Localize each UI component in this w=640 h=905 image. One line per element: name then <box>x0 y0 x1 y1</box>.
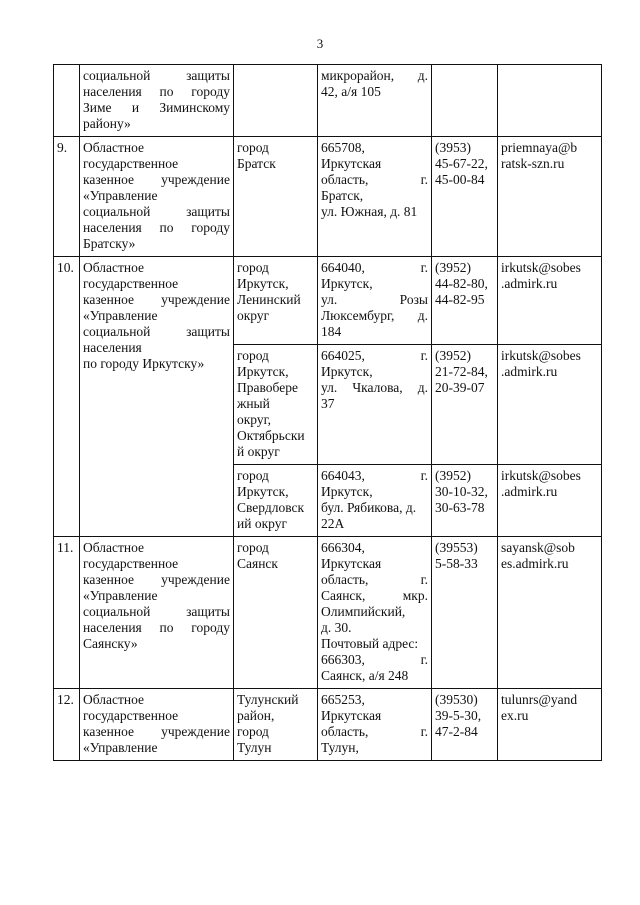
phone-line: (3952) <box>435 348 471 363</box>
territory-line: Ленинский <box>237 292 301 307</box>
name-line: Областное <box>83 260 145 275</box>
territory-cell <box>234 345 318 465</box>
address-line: Братск, <box>321 188 364 203</box>
phone-line: 20-39-07 <box>435 380 485 395</box>
email-line: irkutsk@sobes <box>501 260 581 275</box>
phone-line: (3952) <box>435 468 471 483</box>
territory-line: й округ <box>237 444 280 459</box>
name-line: «Управление <box>83 188 158 203</box>
territory-cell <box>234 537 318 689</box>
phone-line: (39530) <box>435 692 478 707</box>
territory-line: Октябрьски <box>237 428 305 443</box>
email-line: ratsk-szn.ru <box>501 156 565 171</box>
phone-cell <box>432 345 498 465</box>
territory-line: город <box>237 140 269 155</box>
address-cell <box>318 137 432 257</box>
address-line: 184 <box>321 324 342 339</box>
address-line: 666303, г. <box>321 652 428 667</box>
name-line: социальной защиты <box>83 324 230 339</box>
phone-cell <box>432 537 498 689</box>
name-line: государственное <box>83 556 179 571</box>
email-cell <box>498 689 602 761</box>
email-line: irkutsk@sobes <box>501 468 581 483</box>
institution-name-cell <box>80 137 234 257</box>
territory-line: город <box>237 468 269 483</box>
territory-cell <box>234 137 318 257</box>
territory-line: ий округ <box>237 516 287 531</box>
name-line: району» <box>83 116 131 131</box>
territory-line: город <box>237 724 269 739</box>
phone-line: (39553) <box>435 540 478 555</box>
name-line: казенное учреждение <box>83 172 230 187</box>
address-line: ул. Розы <box>321 292 428 307</box>
territory-line: Иркутск, <box>237 364 289 379</box>
email-line: .admirk.ru <box>501 484 558 499</box>
address-line: 665253, <box>321 692 365 707</box>
name-line: Зиме и Зиминскому <box>83 100 230 115</box>
page-number: 3 <box>316 36 324 51</box>
address-cell <box>318 345 432 465</box>
phone-line: 44-82-80, <box>435 276 488 291</box>
name-line: государственное <box>83 708 179 723</box>
territory-line: город <box>237 348 269 363</box>
address-cell <box>318 65 432 137</box>
address-line: 666304, <box>321 540 365 555</box>
address-line: 664040, г. <box>321 260 428 275</box>
name-line: государственное <box>83 276 179 291</box>
phone-line: (3953) <box>435 140 471 155</box>
address-line: Иркутская <box>321 708 382 723</box>
phone-line: 21-72-84, <box>435 364 488 379</box>
phone-line: 45-67-22, <box>435 156 488 171</box>
territory-line: Иркутск, <box>237 484 289 499</box>
name-line: социальной защиты <box>83 68 230 83</box>
row-number: 9. <box>54 137 80 257</box>
email-line: tulunrs@yand <box>501 692 578 707</box>
row-number: 12. <box>54 689 80 761</box>
territory-cell <box>234 257 318 345</box>
email-line: .admirk.ru <box>501 276 558 291</box>
name-line: социальной защиты <box>83 604 230 619</box>
name-line: «Управление <box>83 308 158 323</box>
address-line: 37 <box>321 396 335 411</box>
address-line: Иркутская <box>321 156 382 171</box>
address-line: 664025, г. <box>321 348 428 363</box>
email-line: sayansk@sob <box>501 540 575 555</box>
institutions-table <box>53 64 602 761</box>
name-line: казенное учреждение <box>83 572 230 587</box>
address-line: область, г. <box>321 172 428 187</box>
table-row <box>54 257 602 345</box>
territory-line: Иркутск, <box>237 276 289 291</box>
institution-name-cell <box>80 257 234 537</box>
email-cell <box>498 257 602 345</box>
name-line: населения <box>83 340 142 355</box>
territory-line: район, <box>237 708 275 723</box>
name-line: казенное учреждение <box>83 724 230 739</box>
territory-line: Свердловск <box>237 500 305 515</box>
territory-cell <box>234 689 318 761</box>
territory-line: город <box>237 540 269 555</box>
address-line: Почтовый адрес: <box>321 636 419 651</box>
territory-line: Братск <box>237 156 276 171</box>
address-cell <box>318 537 432 689</box>
table-row <box>54 65 602 137</box>
email-cell <box>498 137 602 257</box>
name-line: населения по городу <box>83 220 230 235</box>
address-line: Иркутск, <box>321 364 373 379</box>
address-line: д. 30. <box>321 620 352 635</box>
address-line: область, г. <box>321 572 428 587</box>
name-line: Саянску» <box>83 636 138 651</box>
phone-cell <box>432 465 498 537</box>
territory-line: Правобере <box>237 380 298 395</box>
address-line: область, г. <box>321 724 428 739</box>
phone-line: 5-58-33 <box>435 556 478 571</box>
email-cell <box>498 537 602 689</box>
address-line: Тулун, <box>321 740 359 755</box>
address-cell <box>318 689 432 761</box>
address-cell <box>318 257 432 345</box>
territory-line: город <box>237 260 269 275</box>
address-line: 22А <box>321 516 345 531</box>
name-line: Братску» <box>83 236 136 251</box>
name-line: населения по городу <box>83 620 230 635</box>
address-line: Иркутская <box>321 556 382 571</box>
phone-cell <box>432 257 498 345</box>
territory-line: Тулун <box>237 740 272 755</box>
address-line: Саянск, мкр. <box>321 588 428 603</box>
table-row <box>54 137 602 257</box>
territory-line: округ, <box>237 412 272 427</box>
address-line: 664043, г. <box>321 468 428 483</box>
email-cell <box>498 65 602 137</box>
name-line: социальной защиты <box>83 204 230 219</box>
address-line: бул. Рябикова, д. <box>321 500 417 515</box>
institution-name-cell <box>80 689 234 761</box>
address-line: ул. Чкалова, д. <box>321 380 428 395</box>
territory-line: округ <box>237 308 270 323</box>
address-line: ул. Южная, д. 81 <box>321 204 418 219</box>
name-line: казенное учреждение <box>83 292 230 307</box>
name-line: государственное <box>83 156 179 171</box>
email-cell <box>498 345 602 465</box>
address-line: 42, а/я 105 <box>321 84 381 99</box>
row-number <box>54 65 80 137</box>
phone-line: 45-00-84 <box>435 172 485 187</box>
phone-cell <box>432 689 498 761</box>
email-line: .admirk.ru <box>501 364 558 379</box>
territory-line: Саянск <box>237 556 278 571</box>
phone-line: 39-5-30, <box>435 708 482 723</box>
row-number: 10. <box>54 257 80 537</box>
phone-cell <box>432 137 498 257</box>
phone-cell <box>432 65 498 137</box>
territory-cell <box>234 65 318 137</box>
address-line: Иркутск, <box>321 484 373 499</box>
name-line: Областное <box>83 140 145 155</box>
address-line: Иркутск, <box>321 276 373 291</box>
territory-cell <box>234 465 318 537</box>
email-line: irkutsk@sobes <box>501 348 581 363</box>
phone-line: (3952) <box>435 260 471 275</box>
email-line: es.admirk.ru <box>501 556 569 571</box>
institution-name-cell <box>80 537 234 689</box>
table-row <box>54 537 602 689</box>
territory-line: жный <box>237 396 270 411</box>
name-line: по городу Иркутску» <box>83 356 205 371</box>
territory-line: Тулунский <box>237 692 299 707</box>
phone-line: 47-2-84 <box>435 724 478 739</box>
name-line: «Управление <box>83 740 158 755</box>
name-line: Областное <box>83 540 145 555</box>
email-cell <box>498 465 602 537</box>
name-line: «Управление <box>83 588 158 603</box>
address-line: Саянск, а/я 248 <box>321 668 409 683</box>
email-line: ex.ru <box>501 708 529 723</box>
phone-line: 30-10-32, <box>435 484 488 499</box>
row-number: 11. <box>54 537 80 689</box>
address-line: микрорайон, д. <box>321 68 428 83</box>
address-line: 665708, <box>321 140 365 155</box>
name-line: Областное <box>83 692 145 707</box>
phone-line: 44-82-95 <box>435 292 485 307</box>
phone-line: 30-63-78 <box>435 500 485 515</box>
address-line: Люксембург, д. <box>321 308 428 323</box>
institution-name-cell <box>80 65 234 137</box>
name-line: населения по городу <box>83 84 230 99</box>
table-row <box>54 689 602 761</box>
email-line: priemnaya@b <box>501 140 578 155</box>
address-line: Олимпийский, <box>321 604 406 619</box>
address-cell <box>318 465 432 537</box>
